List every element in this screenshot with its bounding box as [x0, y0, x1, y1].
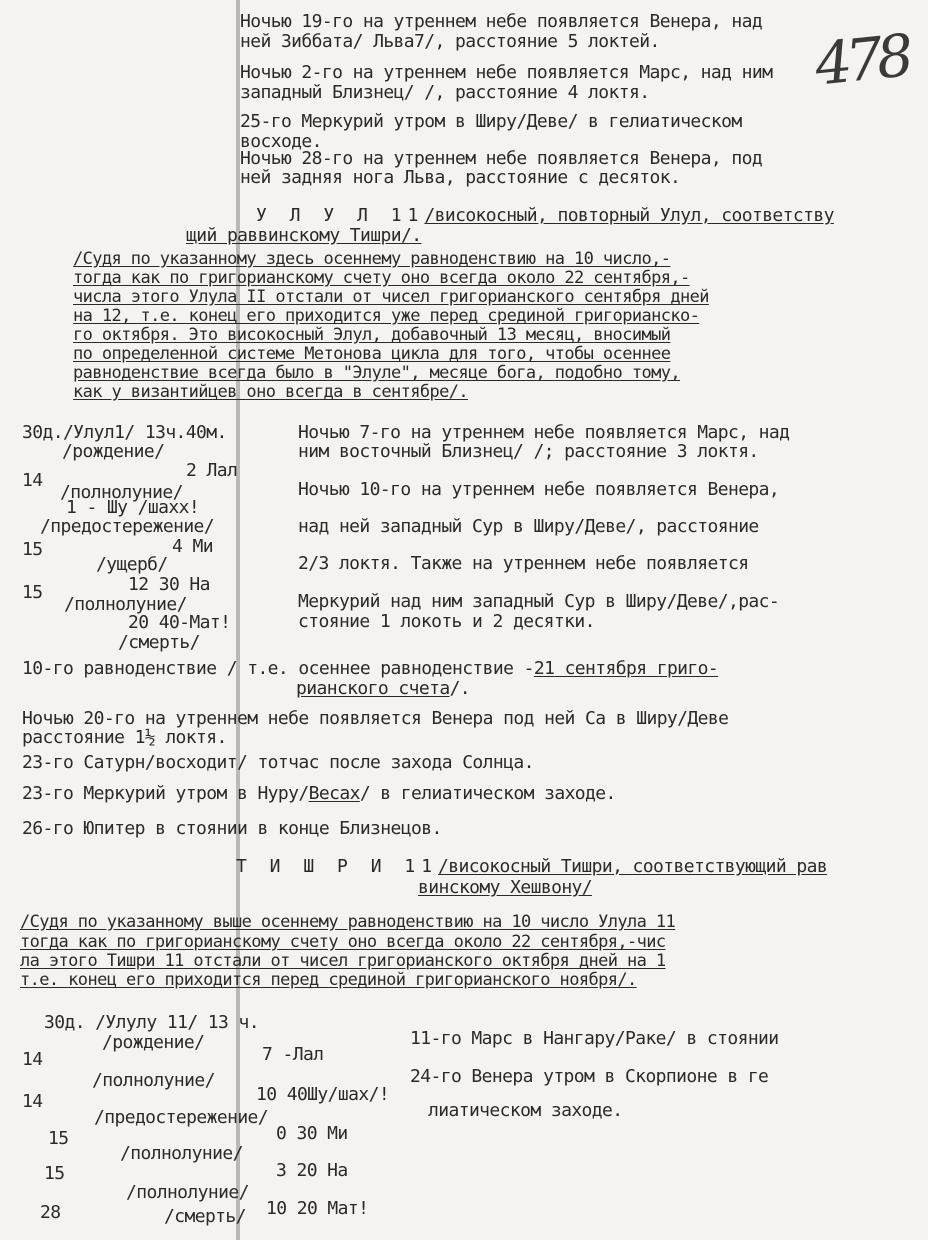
phase-time: 20 40-Мат!: [128, 612, 231, 633]
equinox-line: 10-го равноденствие / т.е. осеннее равноденствие -21 сентября григо-: [22, 658, 719, 679]
phase-time: 4 Ми: [172, 536, 213, 557]
text-line: расстояние 1½ локтя.: [22, 727, 227, 748]
note-line: ла этого Тишри 11 отстали от чисел григорианского октября дней на 1: [20, 951, 666, 971]
phase-time: 1 - Шу /шахх!: [66, 497, 200, 518]
note-line: т.е. конец его приходится перед срединой григорианского ноября/.: [20, 970, 637, 990]
entry-line: Меркурий над ним западный Сур в Ширу/Деве/,рас-: [298, 591, 780, 612]
note-line: /Судя по указанному здесь осеннему равноденствию на 10 число,-: [73, 249, 671, 269]
entry-line: Ночью 7-го на утреннем небе появляется Марс, над: [298, 422, 790, 443]
phase-day: 28: [40, 1202, 61, 1223]
entry-line: стояние 1 локоть и 2 десятки.: [298, 611, 595, 632]
entry-line: Ночью 10-го на утреннем небе появляется Венера,: [298, 479, 780, 500]
phase-day: 14: [22, 470, 43, 491]
text-line: 26-го Юпитер в стоянии в конце Близнецов.: [22, 818, 442, 839]
phase-day: 15: [22, 539, 43, 560]
note-line: как у византийцев оно всегда в сентябре/.: [73, 382, 469, 402]
month-name: У Л У Л 11: [256, 205, 425, 226]
section-heading-tishri: [236, 858, 827, 876]
section-heading-ulul: [256, 207, 834, 225]
phase-time: 10 40Шу/шах/!: [256, 1084, 390, 1105]
phase-line: 30д./Улул1/ 13ч.40м.: [22, 422, 227, 443]
phase-label: /предостережение/: [94, 1107, 269, 1128]
pencil-page-number: 478: [811, 21, 912, 99]
phase-label: /ущерб/: [96, 554, 168, 575]
note-line: тогда как по григорианскому счету оно всегда около 22 сентября,-чис: [20, 932, 666, 952]
text-line: западный Близнец/ /, расстояние 4 локтя.: [240, 82, 650, 103]
note-line: /Судя по указанному выше осеннему равноденствию на 10 число Улула 11: [20, 912, 676, 932]
phase-line: 30д. /Улулу 11/ 13 ч.: [44, 1012, 259, 1033]
phase-label: /полнолуние/: [92, 1070, 215, 1091]
entry-line: 11-го Марс в Нангару/Раке/ в стоянии: [410, 1028, 779, 1049]
text-line: ней Зиббата/ Льва7/, расстояние 5 локтей.: [240, 31, 660, 52]
phase-time: 7 -Лал: [262, 1044, 324, 1065]
note-line: числа этого Улула II отстали от чисел григорианского сентября дней: [73, 287, 709, 307]
phase-day: 14: [22, 1091, 43, 1112]
section-heading-tishri-cont: винскому Хешвону/: [418, 877, 593, 898]
phase-label: /полнолуние/: [126, 1182, 249, 1203]
phase-time: 10 20 Мат!: [266, 1198, 369, 1219]
phase-label: /полнолуние/: [64, 594, 187, 615]
note-line: го октября. Это високосный Элул, добавочный 13 месяц, вносимый: [73, 325, 671, 345]
month-name: Т И Ш Р И 11: [236, 856, 439, 877]
entry-line: лиатическом заходе.: [428, 1100, 623, 1121]
text-line: 23-го Сатурн/восходит/ тотчас после захода Солнца.: [22, 752, 534, 773]
mercury-line: 23-го Меркурий утром в Нуру/Весах/ в гелиатическом заходе.: [22, 783, 616, 804]
phase-label: /смерть/: [118, 632, 200, 653]
note-line: на 12, т.е. конец его приходится уже перед срединой григорианско-: [73, 306, 700, 326]
note-line: тогда как по григорианскому счету оно всегда около 22 сентября,-: [73, 268, 690, 288]
phase-day: 15: [48, 1128, 69, 1149]
note-line: по определенной системе Метонова цикла для того, чтобы осеннее: [73, 344, 671, 364]
text-line: Ночью 28-го на утреннем небе появляется Венера, под: [240, 148, 763, 169]
phase-label: /рождение/: [102, 1032, 205, 1053]
phase-label: /предостережение/: [40, 516, 215, 537]
phase-day: 15: [22, 582, 43, 603]
section-heading-ulul-cont: щий раввинскому Тишри/.: [186, 225, 422, 246]
entry-line: над ней западный Сур в Ширу/Деве/, расстояние: [298, 516, 759, 537]
phase-time: 12 30 На: [128, 574, 210, 595]
phase-day: 15: [44, 1163, 65, 1184]
month-desc: /високосный, повторный Улул, соответству: [424, 205, 834, 226]
phase-label: /смерть/: [164, 1206, 246, 1227]
month-desc: /високосный Тишри, соответствующий рав: [438, 856, 828, 877]
entry-line: 24-го Венера утром в Скорпионе в ге: [410, 1066, 769, 1087]
phase-time: 3 20 На: [276, 1160, 348, 1181]
phase-label: /рождение/: [62, 441, 165, 462]
text-line: восходе.: [240, 131, 322, 152]
entry-line: 2/3 локтя. Также на утреннем небе появляется: [298, 553, 749, 574]
note-line: равноденствие всегда было в "Элуле", месяце бога, подобно тому,: [73, 363, 680, 383]
phase-time: 2 Лал: [186, 460, 238, 481]
phase-day: 14: [22, 1049, 43, 1070]
text-line: ней задняя нога Льва, расстояние с десяток.: [240, 167, 681, 188]
equinox-line-cont: рианского счета/.: [296, 678, 471, 699]
phase-time: 0 30 Ми: [276, 1123, 348, 1144]
phase-label: /полнолуние/: [60, 482, 183, 503]
phase-label: /полнолуние/: [120, 1143, 243, 1164]
text-line: Ночью 19-го на утреннем небе появляется Венера, над: [240, 11, 763, 32]
entry-line: ним восточный Близнец/ /; расстояние 3 локтя.: [298, 441, 759, 462]
text-line: Ночью 2-го на утреннем небе появляется Марс, над ним: [240, 62, 773, 83]
text-line: 25-го Меркурий утром в Ширу/Деве/ в гелиатическом: [240, 111, 742, 132]
text-line: Ночью 20-го на утреннем небе появляется Венера под ней Са в Ширу/Деве: [22, 708, 729, 729]
